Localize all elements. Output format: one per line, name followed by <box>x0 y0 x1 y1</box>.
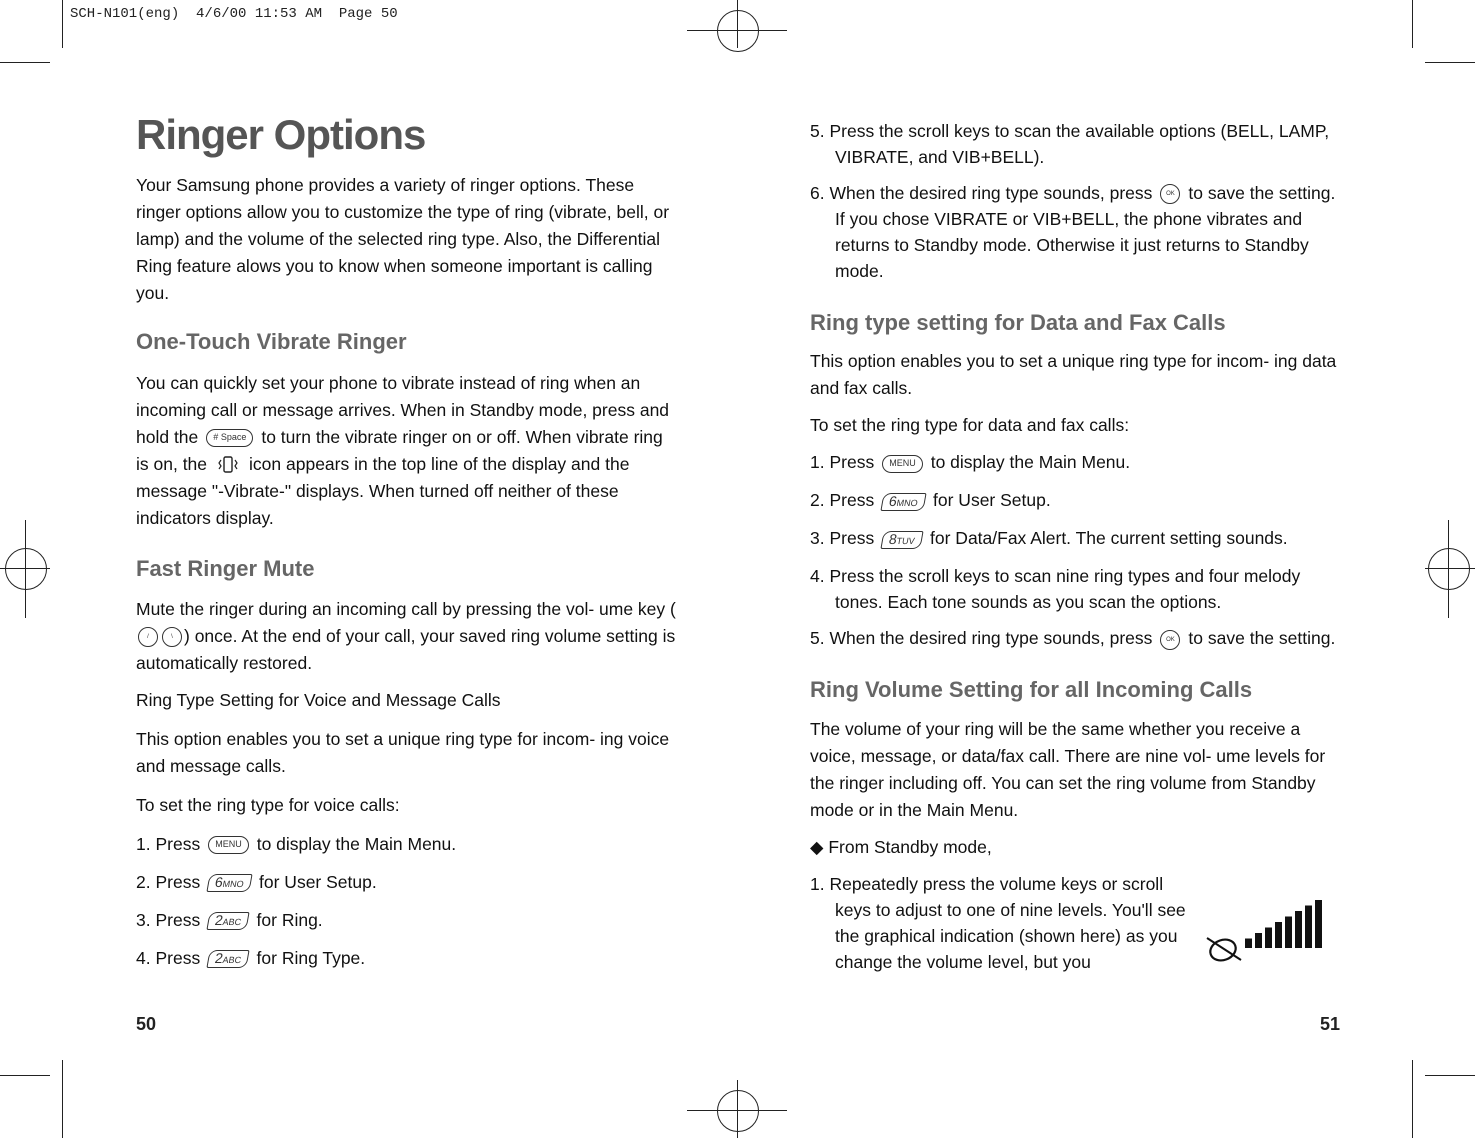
volume-bar <box>1285 917 1292 949</box>
hash-space-key-icon <box>206 429 253 447</box>
step-text: for Ring. <box>256 909 323 930</box>
step-number: 3. <box>810 528 825 549</box>
voice-steps-intro: To set the ring type for voice calls: <box>136 794 400 815</box>
list-item <box>136 831 676 857</box>
key-letters: MNO <box>221 879 245 890</box>
key-sublabel: Space <box>220 431 247 442</box>
key-digit: 8 <box>887 530 899 547</box>
crop-mark <box>1412 1060 1413 1138</box>
step-text: to display the Main Menu. <box>256 833 457 854</box>
key-8-icon <box>881 531 924 549</box>
volume-bar <box>1245 939 1252 949</box>
vibrate-text-c: icon appears in the top line of the display and the message "-Vibrate-" displays. When turned off neither of these indicators display. <box>136 453 630 528</box>
ring-type-paragraph: This option enables you to set a unique ring type for incom- ing voice and message calls. <box>136 728 670 776</box>
step-press: Press <box>155 871 201 892</box>
registration-mark <box>1428 548 1470 590</box>
volume-up-key-icon: / <box>138 627 158 647</box>
page-number-left: 50 <box>136 1014 157 1034</box>
key-digit: 2 <box>213 950 225 967</box>
list-item <box>810 487 1345 513</box>
step-number: 3. <box>136 909 151 930</box>
heading-fast-ringer-mute: Fast Ringer Mute <box>136 555 315 581</box>
standby-bullet: ◆ From Standby mode, <box>810 836 992 857</box>
data-fax-intro: To set the ring type for data and fax calls: <box>810 415 1130 436</box>
step-number: 4. <box>136 947 151 968</box>
step-press: Press <box>155 833 201 854</box>
key-glyph: # <box>213 431 219 442</box>
ring-type-heading: Ring Type Setting for Voice and Message Calls <box>136 689 501 710</box>
volume-bar <box>1315 900 1322 948</box>
mute-paragraph <box>136 596 676 677</box>
step-press: Press <box>155 947 201 968</box>
key-letters: ABC <box>221 955 243 966</box>
list-item <box>810 525 1345 551</box>
step-text: for User Setup. <box>259 871 377 892</box>
step-text: to save the setting. <box>1188 628 1336 649</box>
step-press: Press <box>829 528 875 549</box>
registration-mark <box>717 1090 759 1132</box>
step-text: 5. When the desired ring type sounds, press <box>810 628 1153 649</box>
crop-mark <box>1425 1075 1475 1076</box>
key-6-icon <box>881 493 927 511</box>
heading-ring-volume: Ring Volume Setting for all Incoming Calls <box>810 677 1253 703</box>
volume-bar <box>1305 906 1312 949</box>
step-text: for Data/Fax Alert. The current setting sounds. <box>930 528 1288 549</box>
volume-level-graphic <box>1205 898 1330 966</box>
vibrate-text-b: to turn the vibrate ringer on or off. When vibrate ring is on, the <box>136 426 663 474</box>
menu-key-icon: MENU <box>208 836 249 854</box>
crop-mark <box>1448 520 1449 618</box>
vibrate-text-a: You can quickly set your phone to vibrate instead of ring when an incoming call or message arrives. When in Standby mode, press and hold the <box>136 372 670 447</box>
list-item <box>810 625 1345 651</box>
crop-mark <box>1425 568 1475 569</box>
step-press: Press <box>829 490 875 511</box>
step-text: for User Setup. <box>933 490 1051 511</box>
list-item <box>136 945 676 971</box>
list-item <box>810 449 1345 475</box>
volume-bar <box>1295 911 1302 948</box>
list-item: 4. Press the scroll keys to scan nine ring types and four melody tones. Each tone sounds as you scan the options. <box>810 566 1301 613</box>
ringer-icon <box>1207 936 1241 964</box>
right-page <box>810 118 1345 975</box>
print-slug: SCH-N101(eng) 4/6/00 11:53 AM Page 50 <box>70 6 398 22</box>
step-number: 2. <box>136 871 151 892</box>
crop-mark <box>1412 0 1413 48</box>
mute-text-b: ) once. At the end of your call, your saved ring volume setting is automatically restored. <box>136 625 676 673</box>
key-digit: 6 <box>213 874 225 891</box>
page-title: Ringer Options <box>136 111 426 158</box>
step-text: to display the Main Menu. <box>930 452 1131 473</box>
crop-mark <box>0 568 50 569</box>
registration-mark <box>5 548 47 590</box>
ok-key-icon: OK <box>1160 630 1180 650</box>
list-item <box>136 869 676 895</box>
crop-mark <box>737 0 738 48</box>
key-letters: MNO <box>895 497 919 508</box>
volume-bar <box>1255 933 1262 948</box>
step-press: Press <box>155 909 201 930</box>
intro-paragraph: Your Samsung phone provides a variety of ringer options. These ringer options allow you to customize the type of ring (vibrate, bell, or lamp) and the volume of the selected ring type. Also, the Differential Ring feature alows you to know when someone important is calling you. <box>136 175 670 304</box>
step-number: 1. <box>136 833 151 854</box>
heading-one-touch-vibrate: One-Touch Vibrate Ringer <box>136 329 407 355</box>
step-number: 2. <box>810 490 825 511</box>
list-item <box>136 907 676 933</box>
list-item: 1. Repeatedly press the volume keys or scroll keys to adjust to one of nine levels. You'll see the graphical indication (shown here) as you change the volume level, but you <box>810 873 1186 972</box>
data-fax-paragraph: This option enables you to set a unique ring type for incom- ing data and fax calls. <box>810 351 1337 399</box>
mute-text-a: Mute the ringer during an incoming call by pressing the vol- ume key ( <box>136 598 676 619</box>
key-digit: 2 <box>213 912 225 929</box>
volume-down-key-icon: \ <box>162 627 182 647</box>
ok-key-icon: OK <box>1160 184 1180 204</box>
crop-mark <box>687 30 787 31</box>
key-digit: 6 <box>887 492 899 509</box>
crop-mark <box>687 1110 787 1111</box>
step-press: Press <box>829 452 875 473</box>
voice-steps-list <box>136 831 676 971</box>
list-item <box>810 180 1345 284</box>
vibrate-icon <box>217 454 239 476</box>
step-text: to save the setting. If you chose VIBRATE or VIB+BELL, the phone vibrates and returns to Standby mode. Otherwise it just returns to Standby mode. <box>835 183 1336 281</box>
key-letters: TUV <box>895 535 916 546</box>
registration-mark <box>717 10 759 52</box>
crop-mark <box>0 62 50 63</box>
key-6-icon <box>207 874 253 892</box>
vibrate-paragraph <box>136 370 676 532</box>
step-number: 1. <box>810 452 825 473</box>
heading-data-fax: Ring type setting for Data and Fax Calls <box>810 310 1226 335</box>
volume-bars <box>1245 900 1322 948</box>
volume-bar <box>1275 922 1282 948</box>
key-2-icon <box>207 912 250 930</box>
crop-mark <box>62 1060 63 1138</box>
key-2-icon <box>207 950 250 968</box>
step-text: for Ring Type. <box>256 947 366 968</box>
crop-mark <box>62 0 63 48</box>
key-letters: ABC <box>221 917 243 928</box>
volume-bar <box>1265 928 1272 949</box>
menu-key-icon: MENU <box>882 455 923 473</box>
crop-mark <box>0 1075 50 1076</box>
step-text: 6. When the desired ring type sounds, press <box>810 183 1153 203</box>
page-number-right: 51 <box>1320 1014 1341 1034</box>
list-item: 5. Press the scroll keys to scan the available options (BELL, LAMP, VIBRATE, and VIB+BELL). <box>810 121 1330 167</box>
crop-mark <box>1425 62 1475 63</box>
left-page <box>136 112 676 971</box>
crop-mark <box>25 520 26 618</box>
crop-mark <box>737 1080 738 1138</box>
volume-paragraph: The volume of your ring will be the same whether you receive a voice, message, or data/fax call. There are nine vol- ume levels for the ringer including off. You can set the ring volume from Standby mode or in the Main Menu. <box>810 718 1326 820</box>
